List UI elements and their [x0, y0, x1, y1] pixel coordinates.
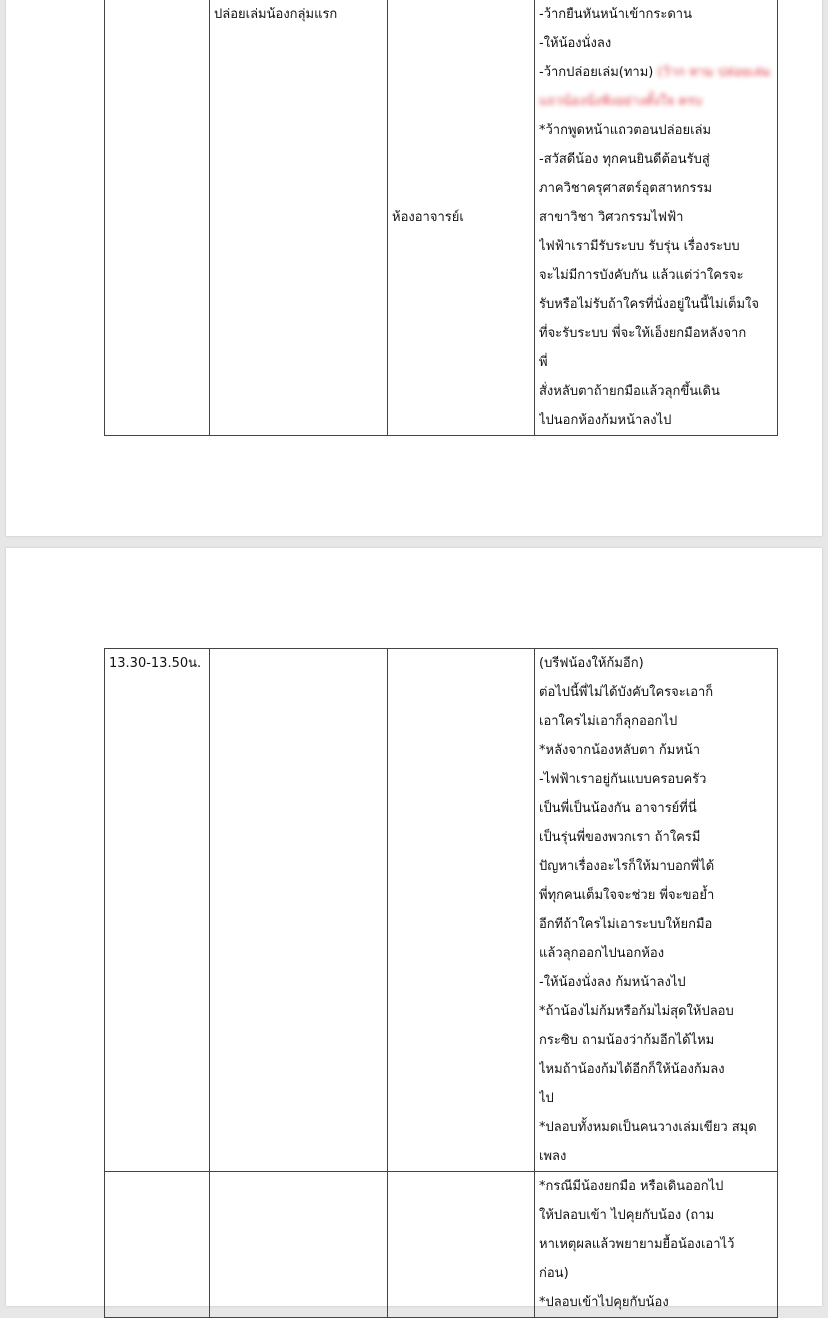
detail-line: รับหรือไม่รับถ้าใครที่นั่งอยู่ในนี้ไม่เต็มใจ — [539, 297, 760, 312]
detail-line: กระซิบ ถามน้องว่าก้มอีกได้ไหม — [539, 1033, 715, 1048]
detail-line: -ให้น้องนั่งลง ก้มหน้าลงไป — [539, 975, 686, 990]
activity-cell — [210, 0, 388, 436]
location-cell — [388, 1172, 535, 1318]
detail-line: *หลังจากน้องหลับตา ก้มหน้า — [539, 743, 701, 758]
activity-cell — [210, 649, 388, 1172]
detail-line: พี่ — [539, 355, 548, 370]
detail-line: ให้ปลอบเข้า ไปคุยกับน้อง (ถาม — [539, 1208, 715, 1223]
time-cell — [105, 1172, 210, 1318]
detail-line: จะไม่มีการบังคับกัน แล้วแต่ว่าใครจะ — [539, 268, 744, 283]
detail-line: ไหมถ้าน้องก้มได้อีกก็ให้น้องก้มลง — [539, 1062, 725, 1077]
schedule-table — [104, 0, 778, 436]
detail-line: สั่งหลับตาถ้ายกมือแล้วลุกขึ้นเดิน — [539, 384, 720, 399]
detail-line: อีกทีถ้าใครไม่เอาระบบให้ยกมือ — [539, 917, 713, 932]
detail-line: -ให้น้องนั่งลง — [539, 36, 612, 51]
detail-line: *ปลอบเข้าไปคุยกับน้อง — [539, 1295, 669, 1310]
detail-line: ไป — [539, 1091, 554, 1106]
details-cell — [535, 1172, 778, 1318]
detail-line: เป็นรุ่นพี่ของพวกเรา ถ้าใครมี — [539, 830, 701, 845]
detail-line: -ว้ากยืนหันหน้าเข้ากระดาน — [539, 7, 692, 22]
redacted-red-note: (ว้าก ทาม ปล่อยเล่ม — [657, 65, 771, 80]
detail-line: เอาใครไม่เอาก็ลุกออกไป — [539, 714, 678, 729]
detail-line: -สวัสดีน้อง ทุกคนยินดีต้อนรับสู่ — [539, 152, 710, 167]
detail-line: ที่จะรับระบบ พี่จะให้เอ็งยกมือหลังจาก — [539, 326, 747, 341]
table-row — [105, 0, 778, 436]
detail-line: ไปนอกห้องก้มหน้าลงไป — [539, 413, 672, 428]
detail-line: -ว้ากปล่อยเล่ม(ทาม) (ว้าก ทาม ปล่อยเล่ม — [539, 65, 771, 80]
detail-line: *ถ้าน้องไม่ก้มหรือก้มไม่สุดให้ปลอบ — [539, 1004, 734, 1019]
detail-line: แล้วลุกออกไปนอกห้อง — [539, 946, 665, 961]
detail-line: -ไฟฟ้าเราอยู่กันแบบครอบครัว — [539, 772, 707, 787]
time-cell — [105, 649, 210, 1172]
location-text: ห้องอาจารย์เ — [392, 210, 464, 225]
detail-line: ปัญหาเรื่องอะไรก็ให้มาบอกพี่ได้ — [539, 859, 715, 874]
location-cell — [388, 0, 535, 436]
detail-line: *กรณีมีน้องยกมือ หรือเดินออกไป — [539, 1179, 724, 1194]
table-row — [105, 649, 778, 1172]
redacted-red-note: แถวน้องนั่งฟังอย่างตั้งใจ ครบ — [539, 94, 703, 109]
table-row — [105, 1172, 778, 1318]
activity-text: ปล่อยเล่มน้องกลุ่มแรก — [214, 7, 338, 22]
document-page-1 — [6, 0, 822, 536]
detail-line: สาขาวิชา วิศวกรรมไฟฟ้า — [539, 210, 684, 225]
location-cell — [388, 649, 535, 1172]
detail-line: *ปลอบทั้งหมดเป็นคนวางเล่มเขียว สมุด — [539, 1120, 757, 1135]
activity-cell — [210, 1172, 388, 1318]
detail-line: ไฟฟ้าเรามีรับระบบ รับรุ่น เรื่องระบบ — [539, 239, 740, 254]
detail-line: เพลง — [539, 1149, 567, 1164]
schedule-table — [104, 648, 778, 1318]
detail-line: หาเหตุผลแล้วพยายามยื้อน้องเอาไว้ — [539, 1237, 735, 1252]
document-page-2 — [6, 548, 822, 1310]
detail-line: พี่ทุกคนเต็มใจจะช่วย พี่จะขอย้ำ — [539, 888, 715, 903]
detail-line: ภาควิชาครุศาสตร์อุตสาหกรรม — [539, 181, 713, 196]
details-cell — [535, 0, 778, 436]
detail-line: เป็นพี่เป็นน้องกัน อาจารย์ที่นี่ — [539, 801, 697, 816]
details-cell — [535, 649, 778, 1172]
detail-line: ต่อไปนี้พี่ไม่ได้บังคับใครจะเอาก็ — [539, 685, 714, 700]
time-cell — [105, 0, 210, 436]
detail-line: (บรีฟน้องให้ก้มอีก) — [539, 656, 644, 671]
time-text: 13.30-13.50น. — [109, 656, 202, 671]
detail-line: ก่อน) — [539, 1266, 569, 1281]
detail-line: *ว้ากพูดหน้าแถวตอนปล่อยเล่ม — [539, 123, 712, 138]
